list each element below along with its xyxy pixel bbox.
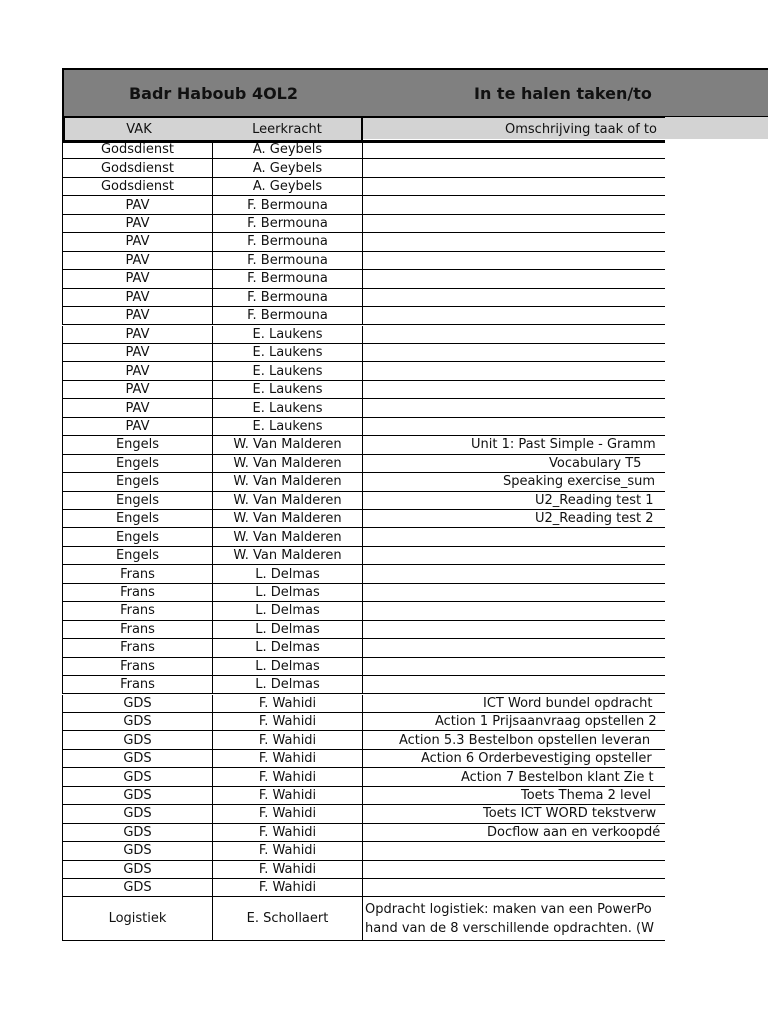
column-header-leerkracht-label: Leerkracht [252,121,322,137]
cell-omschrijving-text: Action 5.3 Bestelbon opstellen leveran [399,732,651,748]
table-row [62,897,665,941]
cell-omschrijving[interactable] [363,362,665,379]
cell-omschrijving[interactable] [363,436,665,453]
cell-leerkracht[interactable] [213,676,363,693]
cell-omschrijving-text: ICT Word bundel opdracht [483,695,653,711]
cell-leerkracht[interactable] [213,252,363,269]
table-row [62,658,665,676]
table-row [62,344,665,362]
column-header-vak-label: VAK [126,121,152,137]
cell-leerkracht-text: F. Wahidi [258,769,317,785]
cell-vak-text: Logistiek [108,911,167,927]
table-row [62,787,665,805]
cell-vak-text: Godsdienst [100,160,175,176]
cell-leerkracht[interactable] [213,436,363,453]
cell-omschrijving[interactable] [363,178,665,195]
cell-omschrijving[interactable] [363,473,665,490]
cell-leerkracht-text: F. Bermouna [247,234,328,250]
cell-leerkracht[interactable] [213,565,363,582]
cell-leerkracht-text: L. Delmas [255,640,320,656]
cell-vak[interactable] [62,159,213,176]
cell-omschrijving[interactable] [363,768,665,785]
cell-vak-text: Frans [120,640,155,656]
cell-vak[interactable] [62,215,213,232]
cell-omschrijving[interactable] [363,639,665,656]
cell-omschrijving[interactable] [363,510,665,527]
cell-omschrijving-line1: Opdracht logistiek: maken van een PowerPo [365,901,652,917]
cell-vak[interactable] [62,621,213,638]
table-row [62,565,665,583]
cell-vak[interactable] [62,805,213,822]
cell-vak-text: Frans [120,603,155,619]
table-row [62,768,665,786]
cell-leerkracht-text: L. Delmas [255,566,320,582]
cell-leerkracht-text: F. Bermouna [247,252,328,268]
cell-omschrijving-text: Toets ICT WORD tekstverw [483,806,657,822]
cell-leerkracht[interactable] [213,141,363,158]
cell-leerkracht-text: F. Wahidi [258,843,317,859]
cell-leerkracht[interactable] [213,455,363,472]
cell-vak[interactable] [62,676,213,693]
cell-omschrijving[interactable] [363,196,665,213]
cell-leerkracht[interactable] [213,621,363,638]
cell-leerkracht-text: L. Delmas [255,658,320,674]
cell-leerkracht-text: F. Wahidi [258,751,317,767]
table-row [62,362,665,380]
cell-vak-text: Engels [115,548,160,564]
table-row [62,141,665,159]
cell-omschrijving[interactable] [363,455,665,472]
cell-omschrijving[interactable] [363,565,665,582]
cell-leerkracht-text: W. Van Malderen [233,511,342,527]
cell-leerkracht-text: F. Bermouna [247,197,328,213]
column-header-leerkracht[interactable] [213,116,363,143]
cell-leerkracht[interactable] [213,307,363,324]
student-title-cell[interactable] [62,68,365,118]
cell-omschrijving[interactable] [363,289,665,306]
cell-leerkracht[interactable] [213,362,363,379]
cell-leerkracht-text: F. Wahidi [258,714,317,730]
cell-leerkracht-text: E. Laukens [252,363,323,379]
cell-vak-text: Frans [120,621,155,637]
cell-omschrijving[interactable] [363,233,665,250]
cell-omschrijving-text: U2_Reading test 1 [535,492,654,508]
cell-leerkracht-text: W. Van Malderen [233,437,342,453]
table-row [62,584,665,602]
table-row [62,713,665,731]
cell-omschrijving[interactable] [363,805,665,822]
cell-vak[interactable] [62,326,213,343]
cell-leerkracht-text: F. Wahidi [258,880,317,896]
cell-leerkracht[interactable] [213,584,363,601]
table-row [62,418,665,436]
cell-vak[interactable] [62,289,213,306]
cell-vak-text: Engels [115,455,160,471]
student-title: Badr Haboub 4OL2 [128,83,298,103]
cell-vak-text: GDS [123,732,152,748]
cell-vak[interactable] [62,436,213,453]
cell-omschrijving-text: Action 7 Bestelbon klant Zie t [461,769,654,785]
cell-leerkracht-text: E. Laukens [252,418,323,434]
cell-leerkracht[interactable] [213,178,363,195]
cell-leerkracht-text: F. Wahidi [258,695,317,711]
cell-leerkracht[interactable] [213,731,363,748]
cell-leerkracht[interactable] [213,159,363,176]
cell-vak[interactable] [62,381,213,398]
cell-omschrijving[interactable] [363,418,665,435]
cell-vak-text: Engels [115,511,160,527]
cell-vak[interactable] [62,584,213,601]
cell-omschrijving[interactable] [363,584,665,601]
cell-vak-text: GDS [123,787,152,803]
cell-vak-text: GDS [123,695,152,711]
cell-vak-text: GDS [123,806,152,822]
cell-vak-text: PAV [125,382,150,398]
cell-vak[interactable] [62,233,213,250]
table-row [62,215,665,233]
cell-leerkracht-text: L. Delmas [255,585,320,601]
cell-vak-text: Godsdienst [100,179,175,195]
cell-vak-text: Frans [120,658,155,674]
cell-vak[interactable] [62,713,213,730]
cell-omschrijving-text: Action 1 Prijsaanvraag opstellen 2 [435,714,657,730]
table-row [62,602,665,620]
cell-leerkracht-text: A. Geybels [252,179,323,195]
cell-vak[interactable] [62,399,213,416]
table-row [62,528,665,546]
cell-omschrijving[interactable] [363,528,665,545]
cell-vak[interactable] [62,695,213,712]
cell-leerkracht[interactable] [213,658,363,675]
cell-vak-text: PAV [125,197,150,213]
cell-omschrijving[interactable] [363,621,665,638]
cell-vak[interactable] [62,270,213,287]
cell-vak[interactable] [62,362,213,379]
cell-omschrijving[interactable] [363,695,665,712]
cell-leerkracht[interactable] [213,381,363,398]
table-row [62,750,665,768]
cell-vak[interactable] [62,639,213,656]
header-extension [665,117,768,139]
cell-omschrijving[interactable] [363,270,665,287]
cell-leerkracht-text: W. Van Malderen [233,492,342,508]
cell-vak-text: GDS [123,861,152,877]
cell-vak-text: Engels [115,474,160,490]
cell-vak-text: GDS [123,824,152,840]
cell-leerkracht[interactable] [213,215,363,232]
table-row [62,178,665,196]
cell-vak[interactable] [62,842,213,859]
cell-omschrijving[interactable] [363,731,665,748]
cell-leerkracht-text: F. Bermouna [247,308,328,324]
table-row [62,252,665,270]
cell-vak-text: Frans [120,677,155,693]
cell-omschrijving[interactable] [363,750,665,767]
cell-leerkracht-text: F. Bermouna [247,271,328,287]
cell-vak[interactable] [62,547,213,564]
cell-leerkracht-text: F. Wahidi [258,824,317,840]
cell-leerkracht-text: L. Delmas [255,621,320,637]
table-row [62,436,665,454]
cell-leerkracht[interactable] [213,399,363,416]
table-row [62,731,665,749]
cell-leerkracht[interactable] [213,768,363,785]
cell-vak-text: PAV [125,271,150,287]
cell-omschrijving[interactable] [363,326,665,343]
cell-leerkracht[interactable] [213,196,363,213]
cell-vak-text: Engels [115,492,160,508]
cell-omschrijving[interactable] [363,307,665,324]
table-row [62,492,665,510]
cell-leerkracht[interactable] [213,787,363,804]
cell-vak[interactable] [62,492,213,509]
table-row [62,805,665,823]
cell-leerkracht-text: F. Bermouna [247,216,328,232]
cell-omschrijving[interactable] [363,897,665,940]
cell-vak-text: GDS [123,843,152,859]
cell-omschrijving-text: U2_Reading test 2 [535,511,654,527]
cell-leerkracht[interactable] [213,473,363,490]
cell-leerkracht[interactable] [213,344,363,361]
cell-vak[interactable] [62,418,213,435]
cell-vak[interactable] [62,787,213,804]
cell-omschrijving[interactable] [363,492,665,509]
table-row [62,307,665,325]
cell-omschrijving-text: Toets Thema 2 level [521,787,651,803]
cell-vak[interactable] [62,768,213,785]
cell-leerkracht[interactable] [213,233,363,250]
table-row [62,842,665,860]
cell-leerkracht[interactable] [213,879,363,896]
cell-leerkracht[interactable] [213,528,363,545]
cell-vak[interactable] [62,658,213,675]
cell-leerkracht[interactable] [213,639,363,656]
cell-omschrijving[interactable] [363,252,665,269]
cell-vak[interactable] [62,473,213,490]
cell-leerkracht-text: F. Wahidi [258,861,317,877]
cell-leerkracht[interactable] [213,842,363,859]
table-row [62,510,665,528]
cell-vak[interactable] [62,344,213,361]
cell-vak-text: PAV [125,363,150,379]
cell-leerkracht[interactable] [213,326,363,343]
cell-leerkracht-text: E. Laukens [252,400,323,416]
cell-vak-text: Frans [120,585,155,601]
column-header-omschrijving[interactable] [363,116,665,143]
cell-omschrijving[interactable] [363,547,665,564]
table-row [62,196,665,214]
cell-vak-text: PAV [125,216,150,232]
cell-omschrijving[interactable] [363,159,665,176]
cell-leerkracht-text: F. Wahidi [258,787,317,803]
cell-vak-text: PAV [125,308,150,324]
cell-vak-text: GDS [123,714,152,730]
cell-vak-text: Engels [115,437,160,453]
cell-vak[interactable] [62,252,213,269]
cell-vak[interactable] [62,510,213,527]
cell-vak-text: Engels [115,529,160,545]
table-row [62,861,665,879]
cell-vak[interactable] [62,565,213,582]
cell-omschrijving[interactable] [363,824,665,841]
cell-leerkracht[interactable] [213,897,363,940]
cell-leerkracht-text: L. Delmas [255,677,320,693]
cell-vak-text: Godsdienst [100,142,175,158]
cell-leerkracht[interactable] [213,695,363,712]
table-row [62,326,665,344]
cell-leerkracht[interactable] [213,750,363,767]
cell-leerkracht-text: W. Van Malderen [233,455,342,471]
cell-omschrijving[interactable] [363,861,665,878]
cell-omschrijving[interactable] [363,381,665,398]
cell-leerkracht[interactable] [213,547,363,564]
cell-leerkracht[interactable] [213,861,363,878]
cell-leerkracht[interactable] [213,602,363,619]
table-row [62,695,665,713]
cell-vak[interactable] [62,602,213,619]
table-row [62,621,665,639]
cell-leerkracht[interactable] [213,713,363,730]
cell-vak[interactable] [62,750,213,767]
cell-vak-text: PAV [125,345,150,361]
table-row [62,270,665,288]
table-row [62,473,665,491]
cell-leerkracht-text: F. Wahidi [258,806,317,822]
cell-leerkracht-text: A. Geybels [252,142,323,158]
cell-vak-text: GDS [123,769,152,785]
cell-leerkracht-text: W. Van Malderen [233,529,342,545]
cell-vak[interactable] [62,307,213,324]
table-row [62,233,665,251]
cell-omschrijving[interactable] [363,141,665,158]
table-row [62,455,665,473]
cell-leerkracht[interactable] [213,418,363,435]
cell-vak[interactable] [62,455,213,472]
cell-vak-text: Frans [120,566,155,582]
cell-leerkracht-text: F. Bermouna [247,289,328,305]
cell-vak-text: GDS [123,751,152,767]
cell-omschrijving[interactable] [363,676,665,693]
cell-omschrijving[interactable] [363,879,665,896]
cell-leerkracht-text: E. Laukens [252,345,323,361]
cell-omschrijving[interactable] [363,602,665,619]
cell-leerkracht[interactable] [213,510,363,527]
cell-vak-text: PAV [125,234,150,250]
cell-vak[interactable] [62,824,213,841]
cell-omschrijving-text: Action 6 Orderbevestiging opsteller [421,751,652,767]
cell-omschrijving-text: Docflow aan en verkoopdé [487,824,661,840]
cell-vak-text: PAV [125,326,150,342]
cell-vak-text: GDS [123,880,152,896]
table-row [62,381,665,399]
cell-leerkracht-text: A. Geybels [252,160,323,176]
table-row [62,159,665,177]
cell-vak[interactable] [62,178,213,195]
cell-leerkracht-text: E. Laukens [252,382,323,398]
table-row [62,289,665,307]
table-row [62,676,665,694]
tasks-title-cell[interactable] [363,68,768,118]
cell-omschrijving[interactable] [363,713,665,730]
cell-omschrijving[interactable] [363,344,665,361]
cell-leerkracht[interactable] [213,824,363,841]
cell-leerkracht-text: W. Van Malderen [233,548,342,564]
cell-omschrijving[interactable] [363,399,665,416]
cell-leerkracht-text: E. Laukens [252,326,323,342]
table-row [62,639,665,657]
cell-vak[interactable] [62,861,213,878]
cell-vak[interactable] [62,897,213,940]
cell-omschrijving[interactable] [363,842,665,859]
cell-omschrijving[interactable] [363,215,665,232]
cell-vak[interactable] [62,141,213,158]
cell-leerkracht[interactable] [213,289,363,306]
tasks-title: In te halen taken/to [474,83,652,103]
cell-leerkracht-text: W. Van Malderen [233,474,342,490]
column-header-vak[interactable] [62,116,215,143]
cell-omschrijving[interactable] [363,658,665,675]
cell-vak-text: PAV [125,418,150,434]
table-row [62,399,665,417]
cell-vak-text: PAV [125,289,150,305]
cell-leerkracht-text: L. Delmas [255,603,320,619]
cell-vak[interactable] [62,528,213,545]
cell-leerkracht-text: F. Wahidi [258,732,317,748]
table-row [62,879,665,897]
cell-vak-text: PAV [125,400,150,416]
cell-omschrijving[interactable] [363,787,665,804]
cell-vak[interactable] [62,196,213,213]
cell-vak-text: PAV [125,252,150,268]
cell-vak[interactable] [62,879,213,896]
cell-vak[interactable] [62,731,213,748]
cell-leerkracht[interactable] [213,805,363,822]
table-row [62,824,665,842]
cell-omschrijving-text: Unit 1: Past Simple - Gramm [471,437,656,453]
cell-omschrijving-text: Speaking exercise_sum [503,474,656,490]
cell-leerkracht[interactable] [213,492,363,509]
cell-leerkracht-text: E. Schollaert [246,911,329,927]
cell-omschrijving-line2: hand van de 8 verschillende opdrachten. (W [365,920,654,936]
cell-leerkracht[interactable] [213,270,363,287]
cell-omschrijving-text: Vocabulary T5 [549,455,642,471]
column-header-omschrijving-label: Omschrijving taak of to [505,121,657,137]
table-row [62,547,665,565]
